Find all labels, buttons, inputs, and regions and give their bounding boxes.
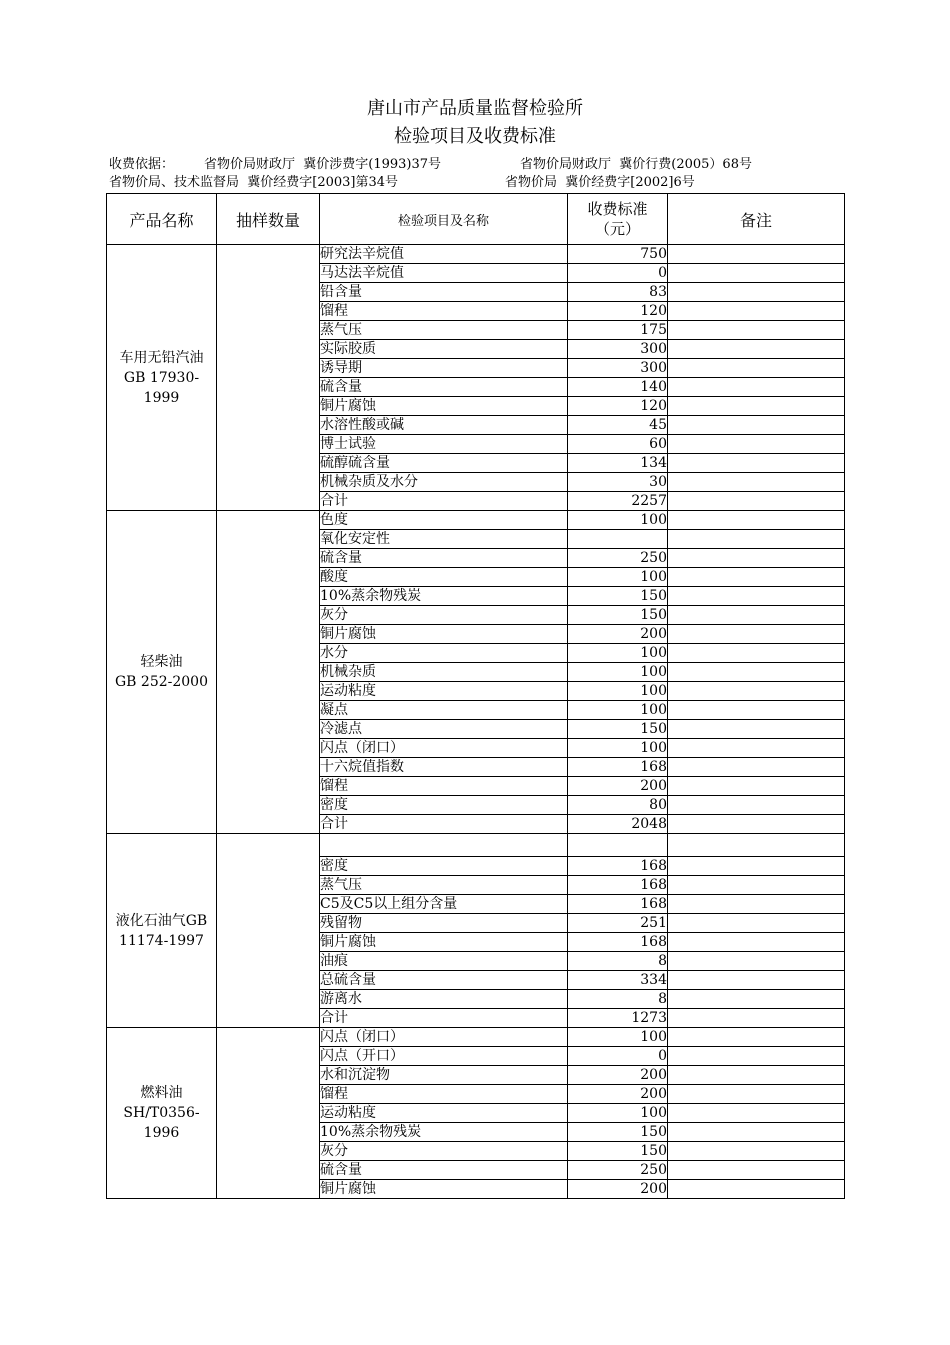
test-item-cell: 10%蒸余物残炭 — [320, 1123, 568, 1142]
column-header-note: 备注 — [668, 194, 845, 245]
test-item-cell: 总硫含量 — [320, 971, 568, 990]
fee-cell: 120 — [568, 397, 668, 416]
fee-basis-doc-3: 省物价局、技术监督局 冀价经费字[2003]第34号 — [109, 175, 399, 190]
note-cell — [668, 1066, 845, 1085]
fee-cell: 200 — [568, 777, 668, 796]
note-cell — [668, 682, 845, 701]
product-standard: SH/T0356-1996 — [123, 1105, 200, 1141]
note-cell — [668, 933, 845, 952]
note-cell — [668, 1047, 845, 1066]
fee-basis-label: 收费依据： — [109, 157, 175, 172]
note-cell — [668, 1123, 845, 1142]
fee-cell: 250 — [568, 549, 668, 568]
test-item-cell: 色度 — [320, 511, 568, 530]
test-item-cell: 闪点（开口） — [320, 1047, 568, 1066]
fee-basis-doc-2: 省物价局财政厅 冀价行费(2005）68号 — [520, 157, 752, 172]
table-header-row — [107, 194, 845, 245]
test-item-cell: 馏程 — [320, 777, 568, 796]
fee-cell: 100 — [568, 511, 668, 530]
test-item-cell: 灰分 — [320, 606, 568, 625]
fee-header-line1: 收费标准 — [587, 200, 648, 218]
fee-cell: 140 — [568, 378, 668, 397]
test-item-cell: 硫醇硫含量 — [320, 454, 568, 473]
test-item-cell: 硫含量 — [320, 378, 568, 397]
test-item-cell: 博士试验 — [320, 435, 568, 454]
note-cell — [668, 777, 845, 796]
note-cell — [668, 511, 845, 530]
test-item-cell: 酸度 — [320, 568, 568, 587]
test-item-cell: 马达法辛烷值 — [320, 264, 568, 283]
test-item-cell: 氧化安定性 — [320, 530, 568, 549]
fee-cell: 300 — [568, 340, 668, 359]
test-item-cell: 蒸气压 — [320, 321, 568, 340]
test-item-cell: 运动粘度 — [320, 1104, 568, 1123]
note-cell — [668, 701, 845, 720]
fee-cell: 168 — [568, 895, 668, 914]
note-cell — [668, 321, 845, 340]
fee-cell: 200 — [568, 1066, 668, 1085]
fee-cell: 750 — [568, 245, 668, 264]
fee-basis-doc-1: 省物价局财政厅 冀价涉费字(1993)37号 — [204, 157, 442, 172]
fee-cell: 134 — [568, 454, 668, 473]
product-name-cell — [107, 834, 217, 1028]
fee-cell: 45 — [568, 416, 668, 435]
fee-cell: 0 — [568, 264, 668, 283]
note-cell — [668, 1104, 845, 1123]
note-cell — [668, 815, 845, 834]
note-cell — [668, 454, 845, 473]
note-cell — [668, 549, 845, 568]
note-cell — [668, 834, 845, 857]
note-cell — [668, 1142, 845, 1161]
test-item-cell: 馏程 — [320, 302, 568, 321]
note-cell — [668, 952, 845, 971]
sample-qty-cell — [217, 834, 320, 1028]
test-item-cell: 合计 — [320, 492, 568, 511]
fee-cell: 120 — [568, 302, 668, 321]
fee-cell: 168 — [568, 758, 668, 777]
fee-cell: 100 — [568, 1028, 668, 1047]
note-cell — [668, 283, 845, 302]
fee-cell: 250 — [568, 1161, 668, 1180]
test-item-cell: 残留物 — [320, 914, 568, 933]
fee-cell: 150 — [568, 1123, 668, 1142]
test-item-cell: 机械杂质及水分 — [320, 473, 568, 492]
fee-cell: 251 — [568, 914, 668, 933]
column-header-product: 产品名称 — [107, 194, 217, 245]
fee-cell: 175 — [568, 321, 668, 340]
fee-cell: 100 — [568, 644, 668, 663]
product-name: 轻柴油 — [140, 654, 183, 670]
note-cell — [668, 720, 845, 739]
note-cell — [668, 473, 845, 492]
test-item-cell: 铜片腐蚀 — [320, 1180, 568, 1199]
fee-cell: 100 — [568, 739, 668, 758]
note-cell — [668, 796, 845, 815]
fee-cell: 200 — [568, 625, 668, 644]
fee-cell — [568, 834, 668, 857]
fee-cell: 2048 — [568, 815, 668, 834]
note-cell — [668, 625, 845, 644]
test-item-cell: 实际胶质 — [320, 340, 568, 359]
fee-header-line2: （元） — [594, 220, 640, 238]
fee-cell: 150 — [568, 587, 668, 606]
note-cell — [668, 1085, 845, 1104]
product-standard: GB 17930-1999 — [123, 369, 200, 406]
test-item-cell: 密度 — [320, 796, 568, 815]
fee-cell: 150 — [568, 606, 668, 625]
note-cell — [668, 1161, 845, 1180]
note-cell — [668, 435, 845, 454]
fee-basis-doc-4: 省物价局 冀价经费字[2002]6号 — [505, 175, 695, 190]
test-item-cell: 闪点（闭口） — [320, 1028, 568, 1047]
fee-cell: 200 — [568, 1180, 668, 1199]
sample-qty-cell — [217, 1028, 320, 1199]
test-item-cell: 硫含量 — [320, 549, 568, 568]
test-item-cell: 水分 — [320, 644, 568, 663]
test-item-cell: 十六烷值指数 — [320, 758, 568, 777]
fee-cell: 200 — [568, 1085, 668, 1104]
note-cell — [668, 758, 845, 777]
fee-cell: 100 — [568, 682, 668, 701]
fee-table — [106, 193, 845, 1199]
product-name: 车用无铅汽油 — [119, 349, 204, 366]
test-item-cell: 水溶性酸或碱 — [320, 416, 568, 435]
test-item-cell: 游离水 — [320, 990, 568, 1009]
test-item-cell: 密度 — [320, 857, 568, 876]
fee-cell: 80 — [568, 796, 668, 815]
fee-cell: 83 — [568, 283, 668, 302]
note-cell — [668, 340, 845, 359]
page-subtitle: 检验项目及收费标准 — [394, 126, 556, 147]
page-title: 唐山市产品质量监督检验所 — [367, 98, 583, 119]
note-cell — [668, 530, 845, 549]
product-name-cell — [107, 245, 217, 511]
test-item-cell: 合计 — [320, 815, 568, 834]
note-cell — [668, 914, 845, 933]
table-row — [107, 1028, 845, 1047]
fee-cell: 168 — [568, 857, 668, 876]
column-header-fee — [568, 194, 668, 245]
test-item-cell: 冷滤点 — [320, 720, 568, 739]
fee-cell: 0 — [568, 1047, 668, 1066]
note-cell — [668, 876, 845, 895]
note-cell — [668, 397, 845, 416]
note-cell — [668, 990, 845, 1009]
note-cell — [668, 1028, 845, 1047]
note-cell — [668, 245, 845, 264]
table-row — [107, 245, 845, 264]
sample-qty-cell — [217, 511, 320, 834]
test-item-cell: 研究法辛烷值 — [320, 245, 568, 264]
test-item-cell — [320, 834, 568, 857]
note-cell — [668, 895, 845, 914]
product-standard: 11174-1997 — [119, 932, 204, 949]
fee-cell: 60 — [568, 435, 668, 454]
test-item-cell: 铜片腐蚀 — [320, 397, 568, 416]
column-header-qty: 抽样数量 — [217, 194, 320, 245]
note-cell — [668, 971, 845, 990]
test-item-cell: 灰分 — [320, 1142, 568, 1161]
column-header-item: 检验项目及名称 — [320, 194, 568, 245]
fee-cell: 8 — [568, 952, 668, 971]
test-item-cell: 油痕 — [320, 952, 568, 971]
test-item-cell: 铜片腐蚀 — [320, 933, 568, 952]
table-body — [107, 245, 845, 1199]
note-cell — [668, 644, 845, 663]
sample-qty-cell — [217, 245, 320, 511]
test-item-cell: 水和沉淀物 — [320, 1066, 568, 1085]
test-item-cell: 闪点（闭口） — [320, 739, 568, 758]
test-item-cell: 铜片腐蚀 — [320, 625, 568, 644]
test-item-cell: 诱导期 — [320, 359, 568, 378]
note-cell — [668, 378, 845, 397]
fee-cell — [568, 530, 668, 549]
note-cell — [668, 568, 845, 587]
fee-cell: 8 — [568, 990, 668, 1009]
test-item-cell: C5及C5以上组分含量 — [320, 895, 568, 914]
note-cell — [668, 739, 845, 758]
test-item-cell: 机械杂质 — [320, 663, 568, 682]
table-row — [107, 511, 845, 530]
note-cell — [668, 416, 845, 435]
note-cell — [668, 1180, 845, 1199]
note-cell — [668, 606, 845, 625]
note-cell — [668, 302, 845, 321]
note-cell — [668, 663, 845, 682]
test-item-cell: 运动粘度 — [320, 682, 568, 701]
fee-cell: 168 — [568, 876, 668, 895]
note-cell — [668, 264, 845, 283]
fee-cell: 1273 — [568, 1009, 668, 1028]
table-row — [107, 834, 845, 857]
test-item-cell: 合计 — [320, 1009, 568, 1028]
product-name-cell — [107, 511, 217, 834]
product-name-cell — [107, 1028, 217, 1199]
test-item-cell: 10%蒸余物残炭 — [320, 587, 568, 606]
fee-cell: 100 — [568, 663, 668, 682]
fee-cell: 2257 — [568, 492, 668, 511]
product-name: 液化石油气GB — [115, 912, 208, 929]
test-item-cell: 凝点 — [320, 701, 568, 720]
fee-cell: 30 — [568, 473, 668, 492]
test-item-cell: 馏程 — [320, 1085, 568, 1104]
test-item-cell: 蒸气压 — [320, 876, 568, 895]
fee-cell: 168 — [568, 933, 668, 952]
note-cell — [668, 1009, 845, 1028]
fee-cell: 150 — [568, 720, 668, 739]
test-item-cell: 硫含量 — [320, 1161, 568, 1180]
product-standard: GB 252-2000 — [114, 674, 208, 690]
note-cell — [668, 492, 845, 511]
fee-cell: 100 — [568, 701, 668, 720]
note-cell — [668, 587, 845, 606]
note-cell — [668, 857, 845, 876]
fee-cell: 100 — [568, 568, 668, 587]
test-item-cell: 铅含量 — [320, 283, 568, 302]
note-cell — [668, 359, 845, 378]
fee-cell: 334 — [568, 971, 668, 990]
fee-cell: 100 — [568, 1104, 668, 1123]
fee-cell: 150 — [568, 1142, 668, 1161]
product-name: 燃料油 — [140, 1085, 183, 1101]
fee-cell: 300 — [568, 359, 668, 378]
